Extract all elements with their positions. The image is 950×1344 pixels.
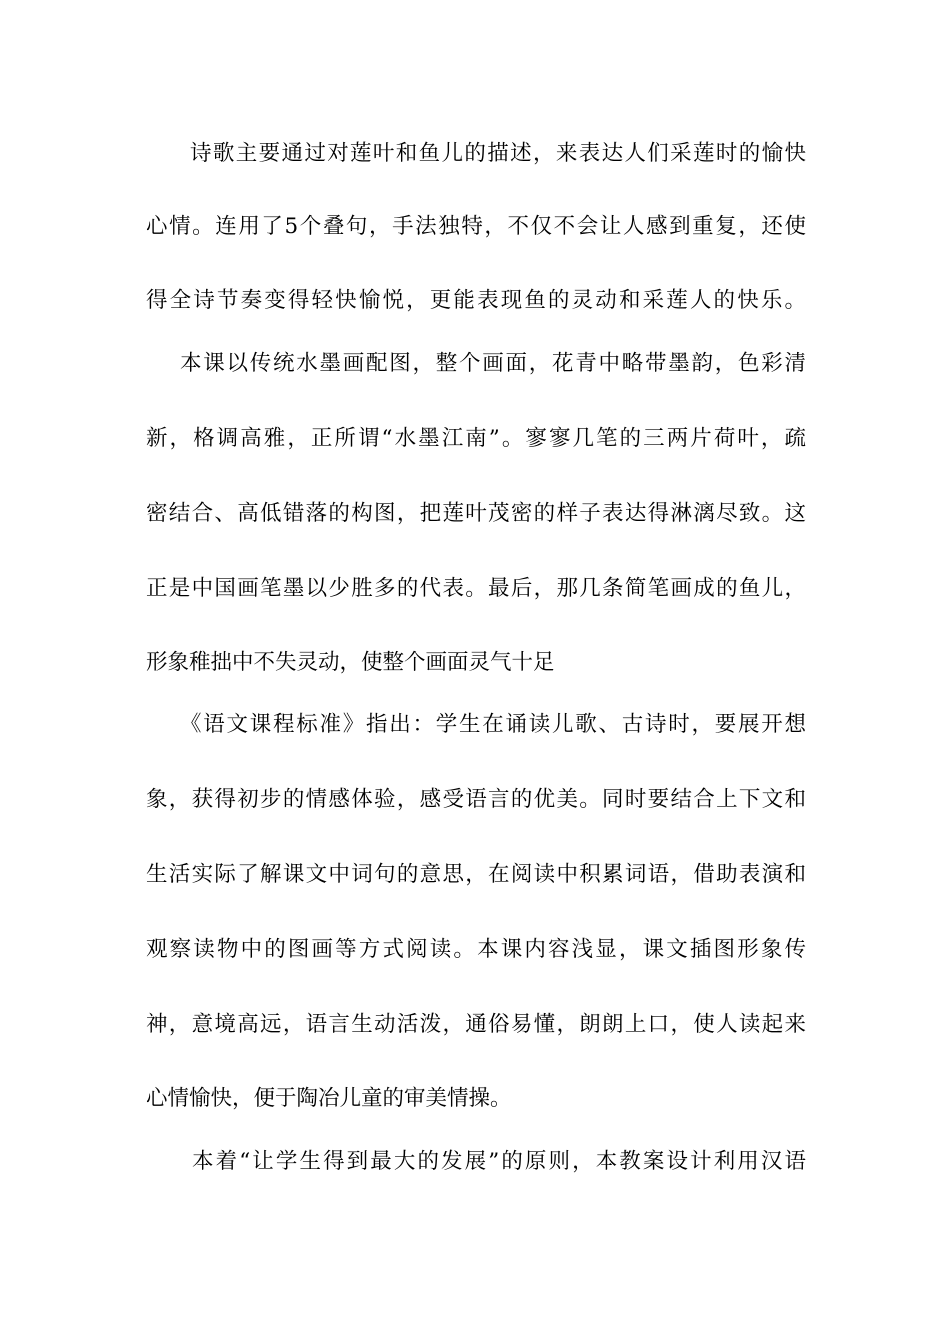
- paragraph-3-line-4: 观察读物中的图画等方式阅读。本课内容浅显，课文插图形象传: [146, 937, 806, 962]
- paragraph-3-line-1: 《语文课程标准》指出：学生在诵读儿歌、古诗时，要展开想: [180, 712, 806, 737]
- paragraph-3-line-5: 神，意境高远，语言生动活泼，通俗易懂，朗朗上口，使人读起来: [146, 1012, 806, 1037]
- paragraph-2-line-1: 本课以传统水墨画配图，整个画面，花青中略带墨韵，色彩清: [180, 351, 806, 376]
- paragraph-4-line-1: 本着“让学生得到最大的发展”的原则，本教案设计利用汉语: [192, 1149, 806, 1174]
- paragraph-2-line-2: 新，格调高雅，正所谓“水墨江南”。寥寥几笔的三两片荷叶，疏: [146, 426, 806, 451]
- paragraph-2-line-4: 正是中国画笔墨以少胜多的代表。最后，那几条简笔画成的鱼儿，: [146, 576, 806, 601]
- paragraph-2-line-3: 密结合、高低错落的构图，把莲叶茂密的样子表达得淋漓尽致。这: [146, 501, 806, 526]
- paragraph-1-line-1: 诗歌主要通过对莲叶和鱼儿的描述，来表达人们采莲时的愉快: [190, 141, 806, 166]
- paragraph-2-line-5: 形象稚拙中不失灵动，使整个画面灵气十足: [146, 650, 555, 675]
- paragraph-1-line-3: 得全诗节奏变得轻快愉悦，更能表现鱼的灵动和采莲人的快乐。: [146, 288, 806, 313]
- paragraph-3-line-6: 心情愉快，便于陶冶儿童的审美情操。: [146, 1086, 512, 1111]
- paragraph-3-line-2: 象，获得初步的情感体验，感受语言的优美。同时要结合上下文和: [146, 787, 806, 812]
- paragraph-1-line-2: 心情。连用了5个叠句，手法独特，不仅不会让人感到重复，还使: [146, 214, 806, 239]
- paragraph-3-line-3: 生活实际了解课文中词句的意思，在阅读中积累词语，借助表演和: [146, 862, 806, 887]
